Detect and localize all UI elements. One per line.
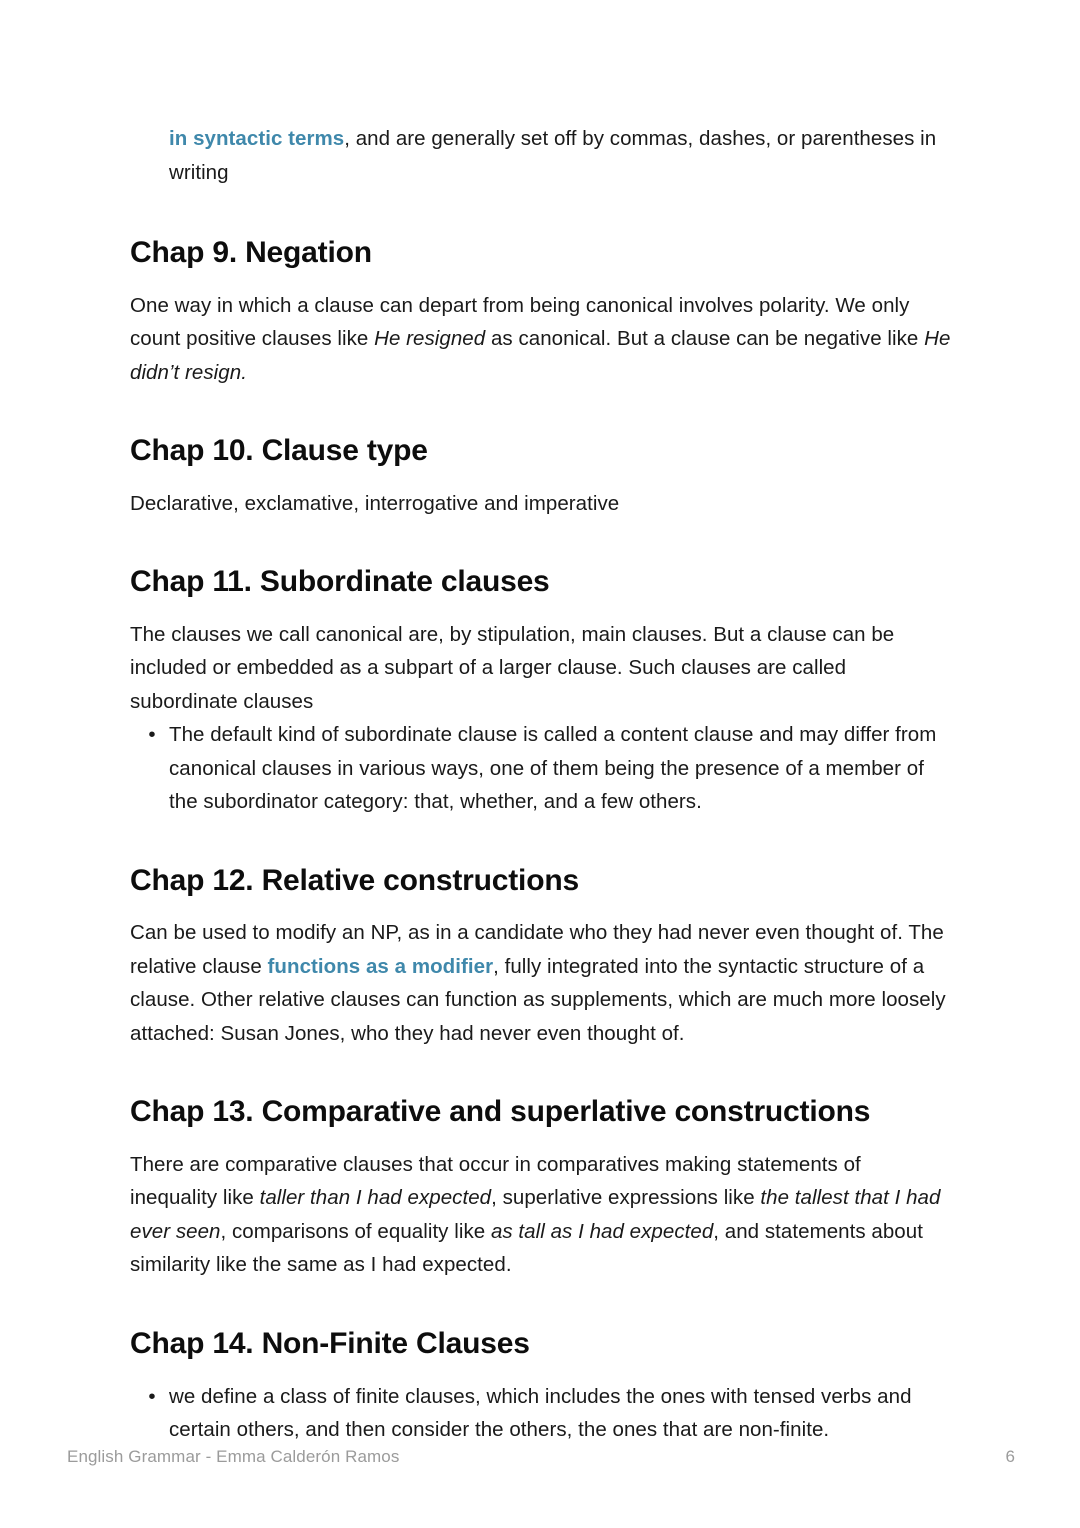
- footer-title: English Grammar - Emma Calderón Ramos: [67, 1447, 400, 1466]
- chap-13-italic-2: the tallest that I had ever seen: [130, 1186, 941, 1243]
- bullet-list-chap-11: [130, 718, 952, 819]
- chap-12-text-part-2: , fully integrated into the syntactic structure of a clause. Other relative clauses can function as supplements, which are much more loosely attached: Susan Jones, who they had never even thought of.: [130, 954, 946, 1045]
- chap-13-text-part-3: , comparisons of equality like: [220, 1219, 491, 1243]
- paragraph-chap-12: [130, 916, 952, 1050]
- inline-link-in-syntactic-terms[interactable]: in syntactic terms: [169, 127, 345, 150]
- heading-chap-10: Chap 10. Clause type: [130, 434, 428, 468]
- bullet-list-chap-14: [130, 1380, 952, 1447]
- chap-13-italic-3: as tall as I had expected: [490, 1219, 714, 1243]
- chap-9-text-part-2: as canonical. But a clause can be negative like: [485, 327, 925, 351]
- chap-9-text-part-1: One way in which a clause can depart from being canonical involves polarity. We only count positive clauses like: [130, 293, 910, 351]
- document-content: [130, 122, 952, 1447]
- paragraph-chap-9: [130, 289, 952, 390]
- list-item-label: The default kind of subordinate clause is called a content clause and may differ from canonical clauses in various ways, one of them being the presence of a member of the subordinator category: that, whether, and a few others.: [169, 723, 937, 814]
- chap-9-italic-1: He resigned: [374, 327, 486, 351]
- chap-13-text-part-4: , and statements about similarity like the same as I had expected.: [130, 1219, 923, 1277]
- list-item-label: we define a class of finite clauses, which includes the ones with tensed verbs and certain others, and then consider the others, the ones that are non-finite.: [169, 1384, 912, 1442]
- chap-13-text-part-2: , superlative expressions like: [491, 1186, 761, 1210]
- heading-chap-9: Chap 9. Negation: [130, 236, 372, 269]
- footer-page-number: 6: [1005, 1447, 1015, 1466]
- heading-chap-12: Chap 12. Relative constructions: [130, 863, 579, 897]
- chap-13-italic-1: taller than I had expected: [259, 1186, 492, 1210]
- continuation-paragraph-rest: , and are generally set off by commas, dashes, or parentheses in writing: [169, 127, 937, 184]
- inline-link-functions-as-a-modifier[interactable]: functions as a modifier: [267, 954, 494, 978]
- continuation-paragraph: [130, 122, 952, 189]
- chap-13-text-part-1: There are comparative clauses that occur in comparatives making statements of inequality like: [130, 1152, 861, 1210]
- paragraph-chap-13: [130, 1148, 952, 1282]
- paragraph-chap-11: The clauses we call canonical are, by stipulation, main clauses. But a clause can be included or embedded as a subpart of a larger clause. Such clauses are called subordinate clauses: [130, 622, 895, 713]
- page-footer: [67, 1447, 1015, 1467]
- paragraph-chap-10: Declarative, exclamative, interrogative and imperative: [130, 491, 620, 515]
- bullet-point-icon: •: [148, 723, 156, 747]
- chap-12-text-part-1: Can be used to modify an NP, as in a candidate who they had never even thought of. The relative clause: [130, 921, 944, 978]
- bullet-point-icon: •: [148, 1384, 156, 1408]
- heading-chap-14: Chap 14. Non-Finite Clauses: [130, 1326, 530, 1360]
- chap-9-italic-2: He didn’t resign.: [130, 327, 951, 384]
- heading-chap-13: Chap 13. Comparative and superlative constructions: [130, 1095, 871, 1129]
- list-item: [130, 718, 952, 819]
- list-item: [130, 1380, 952, 1447]
- heading-chap-11: Chap 11. Subordinate clauses: [130, 565, 550, 599]
